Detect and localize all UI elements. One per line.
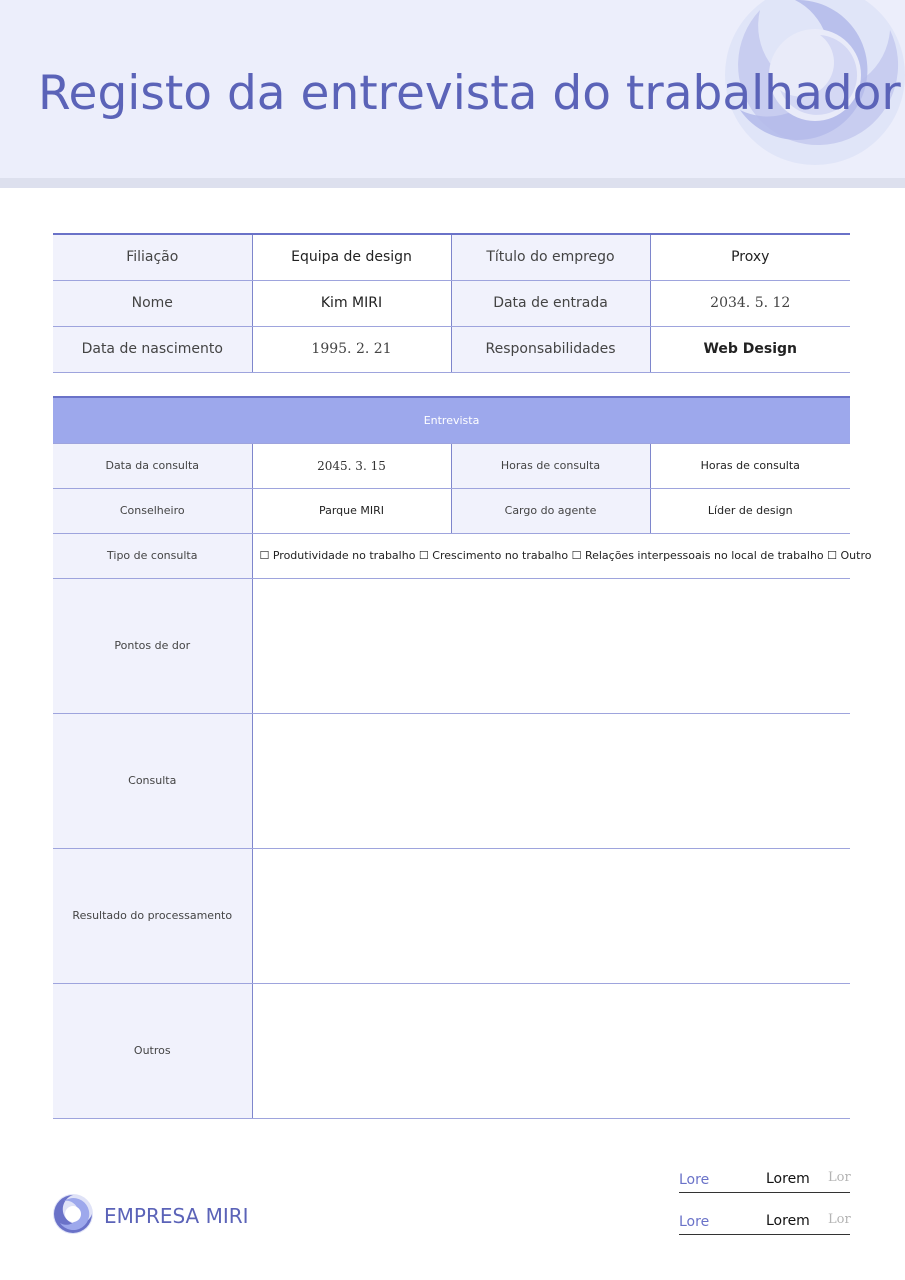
- agent-role-label: Cargo do agente: [451, 488, 650, 533]
- signature-line[interactable]: [679, 1165, 850, 1193]
- pain-points-field[interactable]: [252, 578, 850, 713]
- entry-date-value[interactable]: 2034. 5. 12: [650, 280, 850, 326]
- table-row: [53, 397, 850, 443]
- name-label: Nome: [53, 280, 252, 326]
- table-row: [53, 280, 850, 326]
- table-row: [53, 533, 850, 578]
- header-banner: [0, 0, 905, 178]
- table-row: [53, 848, 850, 983]
- table-row: [53, 488, 850, 533]
- birth-date-label: Data de nascimento: [53, 326, 252, 372]
- signature-name: Lorem: [766, 1171, 810, 1187]
- affiliation-value[interactable]: Equipa de design: [252, 234, 451, 280]
- responsibilities-value[interactable]: Web Design: [650, 326, 850, 372]
- company-name: EMPRESA MIRI: [104, 1204, 249, 1228]
- consult-type-options[interactable]: ☐ Produtividade no trabalho ☐ Crescimento no trabalho ☐ Relações interpessoais no local de trabalho ☐ Outro: [252, 533, 850, 578]
- header-divider: [0, 178, 905, 188]
- interview-table: [53, 396, 872, 1119]
- job-title-label: Título do emprego: [451, 234, 650, 280]
- consultation-label: Consulta: [53, 713, 252, 848]
- table-row: [53, 234, 850, 280]
- table-row: [53, 578, 850, 713]
- consult-type-label: Tipo de consulta: [53, 533, 252, 578]
- consult-date-value[interactable]: 2045. 3. 15: [252, 443, 451, 488]
- others-field[interactable]: [252, 983, 850, 1118]
- pain-points-label: Pontos de dor: [53, 578, 252, 713]
- others-label: Outros: [53, 983, 252, 1118]
- consult-hours-value[interactable]: Horas de consulta: [650, 443, 850, 488]
- table-row: [53, 983, 850, 1118]
- signature-name: Lorem: [766, 1213, 810, 1229]
- entry-date-label: Data de entrada: [451, 280, 650, 326]
- employee-info-table: [53, 233, 850, 373]
- signature-mark: Lor: [828, 1212, 851, 1227]
- signature-mark: Lor: [828, 1170, 851, 1185]
- signature-line[interactable]: [679, 1207, 850, 1235]
- consultation-field[interactable]: [252, 713, 850, 848]
- agent-role-value[interactable]: Líder de design: [650, 488, 850, 533]
- table-row: [53, 443, 850, 488]
- job-title-value[interactable]: Proxy: [650, 234, 850, 280]
- birth-date-value[interactable]: 1995. 2. 21: [252, 326, 451, 372]
- page-title: Registo da entrevista do trabalhador: [38, 66, 901, 121]
- signature-role: Lore: [679, 1172, 710, 1188]
- counselor-value[interactable]: Parque MIRI: [252, 488, 451, 533]
- table-row: [53, 713, 850, 848]
- consult-hours-label: Horas de consulta: [451, 443, 650, 488]
- affiliation-label: Filiação: [53, 234, 252, 280]
- result-label: Resultado do processamento: [53, 848, 252, 983]
- signature-role: Lore: [679, 1214, 710, 1230]
- responsibilities-label: Responsabilidades: [451, 326, 650, 372]
- result-field[interactable]: [252, 848, 850, 983]
- name-value[interactable]: Kim MIRI: [252, 280, 451, 326]
- company-logo-icon: [52, 1193, 94, 1235]
- consult-date-label: Data da consulta: [53, 443, 252, 488]
- table-row: [53, 326, 850, 372]
- counselor-label: Conselheiro: [53, 488, 252, 533]
- section-header-interview: Entrevista: [53, 397, 850, 443]
